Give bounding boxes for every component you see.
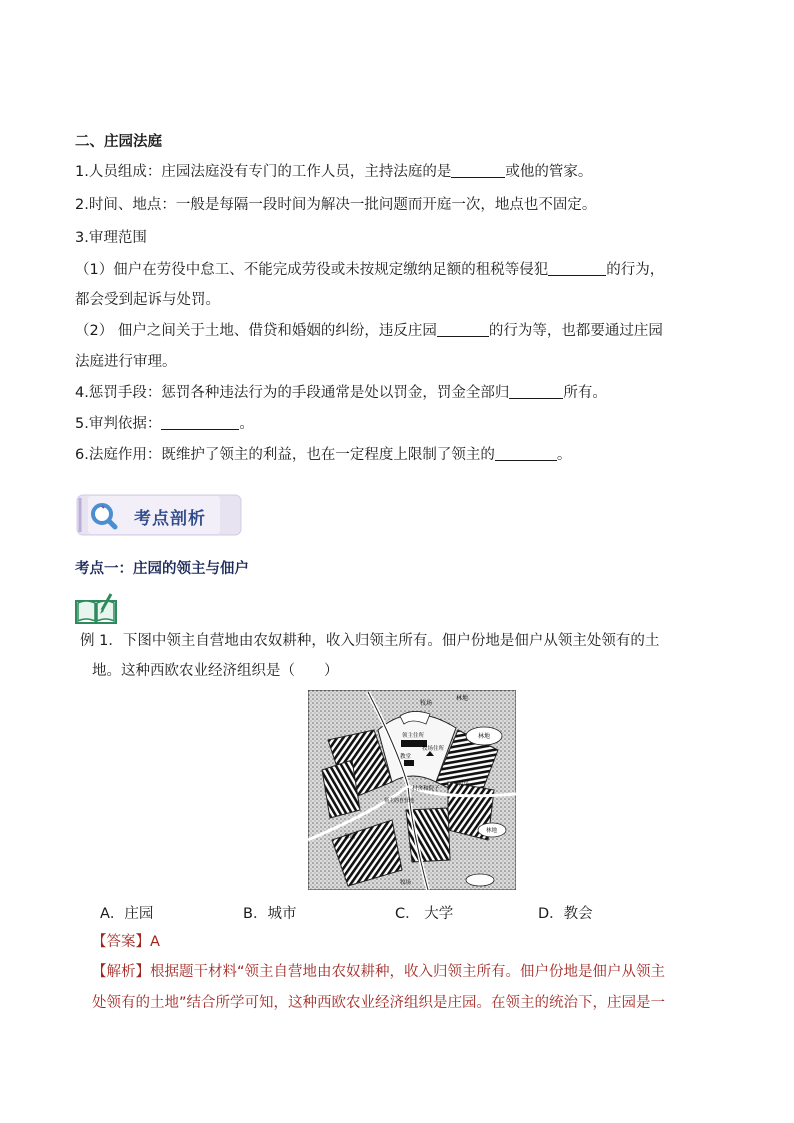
analysis-tag: 【解析】 xyxy=(92,964,150,980)
item-personnel: 1.人员组成：庄园法庭没有专门的工作人员，主持法庭的是 或他的管家。 xyxy=(75,164,593,180)
fill-blank[interactable] xyxy=(495,445,557,461)
section-title: 二、庄园法庭 xyxy=(75,134,162,150)
manor-map xyxy=(308,690,516,890)
badge-label: 考点剖析 xyxy=(134,509,206,529)
map-label: 林地 xyxy=(478,733,491,740)
option-c[interactable]: C． 大学 xyxy=(395,906,454,922)
item-basis: 5.审判依据： 。 xyxy=(75,416,254,432)
kaodian-badge xyxy=(76,492,242,538)
map-label: 牧场 xyxy=(400,880,412,886)
analysis-line-2: 处领有的土地”结合所学可知，这种西欧农业经济组织是庄园。在领主的统治下，庄园是一 xyxy=(92,995,666,1011)
map-label: 林地 xyxy=(456,695,469,702)
fill-blank[interactable] xyxy=(161,414,239,430)
map-label: 牧场 xyxy=(420,700,433,707)
map-label: 份地 xyxy=(344,834,356,840)
item-effect: 6.法庭作用：既维护了领主的利益，也在一定程度上限制了领主的 。 xyxy=(75,447,572,463)
option-a[interactable]: A．庄园 xyxy=(100,906,154,922)
example-line-2: 地。这种西欧农业经济组织是（ ） xyxy=(92,663,339,679)
item-time-place: 2.时间、地点：一般是每隔一段时间为解决一批问题而开庭一次，地点也不固定。 xyxy=(75,197,597,213)
book-icon xyxy=(75,592,117,624)
fill-blank[interactable] xyxy=(548,260,606,276)
answer-value: A xyxy=(150,934,160,950)
fill-blank[interactable] xyxy=(509,383,563,399)
map-label: 领主住所 xyxy=(402,733,425,739)
answer-tag: 【答案】 xyxy=(92,934,150,950)
option-b[interactable]: B．城市 xyxy=(243,906,297,922)
map-label: 林地 xyxy=(486,828,498,834)
option-d[interactable]: D．教会 xyxy=(538,906,593,922)
map-label: 村舍和院子 xyxy=(412,786,440,792)
item-scope-2-cont: 法庭进行审理。 xyxy=(75,354,177,370)
map-label: 教堂 xyxy=(400,754,412,760)
map-label: 领主的自营地 xyxy=(384,798,415,804)
item-scope-1: （1）佃户在劳役中怠工、不能完成劳役或未按规定缴纳足额的租税等侵犯 的行为， xyxy=(75,262,665,278)
item-scope-1-cont: 都会受到起诉与处罚。 xyxy=(75,292,220,308)
example-line-1: 例 1．下图中领主自营地由农奴耕种，收入归领主所有。佃户份地是佃户从领主处领有的土 xyxy=(80,633,660,649)
analysis-line-1: 【解析】根据题干材料“领主自营地由农奴耕种，收入归领主所有。佃户份地是佃户从领主 xyxy=(92,964,666,980)
item-punishment: 4.惩罚手段：惩罚各种违法行为的手段通常是处以罚金，罚金全部归 所有。 xyxy=(75,385,607,401)
item-scope-2: （2） 佃户之间关于土地、借贷和婚姻的纠纷，违反庄园 的行为等，也都要通过庄园 xyxy=(75,323,663,339)
item-scope-title: 3.审理范围 xyxy=(75,230,147,246)
fill-blank[interactable] xyxy=(437,321,489,337)
map-label: 牧场住所 xyxy=(422,746,445,752)
map-label: 牧场 xyxy=(458,782,470,788)
answer-line xyxy=(92,932,160,952)
kaodian-1-title: 考点一：庄园的领主与佃户 xyxy=(75,561,249,577)
fill-blank[interactable] xyxy=(451,162,505,178)
